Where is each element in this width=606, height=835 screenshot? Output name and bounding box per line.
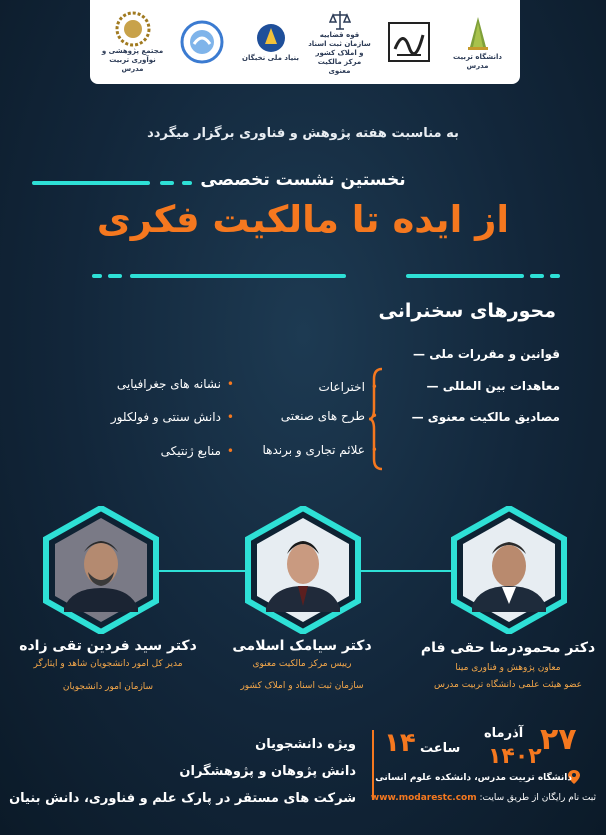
date-year: ۱۴۰۲ — [488, 744, 542, 769]
topic-item: •علائم تجاری و برندها — [262, 443, 378, 457]
registration-link[interactable]: www.modarestc.com — [370, 793, 477, 803]
foundation-emblem-icon — [255, 22, 287, 54]
time-label: ساعت — [420, 741, 461, 756]
occasion-text: به مناسبت هفته پژوهش و فناوری برگزار میگردد — [147, 126, 459, 141]
ornate-seal-icon — [115, 11, 151, 47]
audience-line: شرکت های مستقر در پارک علم و فناوری، دانش بنیان — [9, 791, 356, 806]
topic-item: •اختراعات — [318, 380, 378, 394]
topic-item: مصادیق مالکیت معنوی — — [411, 410, 560, 424]
speaker-affiliation: عضو هیئت علمی دانشگاه تربیت مدرس — [433, 680, 583, 690]
calligraphy-mark-icon — [385, 19, 433, 65]
topic-item: قوانین و مقررات ملی — — [413, 347, 560, 361]
archive-logo — [377, 7, 441, 77]
divider-line — [372, 730, 374, 800]
topics-heading: محورهای سخنرانی — [378, 300, 556, 322]
time-value: ۱۴ — [384, 728, 416, 758]
circle-logo — [170, 7, 234, 77]
speaker-name: دکتر محمودرضا حقی فام — [420, 640, 596, 656]
logo-bar — [90, 0, 520, 84]
topic-item: معاهدات بین المللی — — [426, 379, 560, 393]
tree-emblem-icon — [458, 13, 498, 53]
event-subtitle: نخستین نشست تخصصی — [200, 170, 406, 190]
judiciary-logo: قوه قضاییه سازمان ثبت اسناد و املاک کشور مرکز مالکیت معنوی — [308, 7, 372, 77]
nokhbegan-foundation-logo: بنیاد ملی نخبگان — [239, 7, 303, 77]
topic-item: •منابع ژنتیکی — [160, 444, 234, 458]
topic-item: •طرح های صنعتی — [280, 409, 378, 423]
topic-item: •نشانه های جغرافیایی — [116, 377, 234, 391]
speaker-role: رییس مرکز مالکیت معنوی — [252, 659, 352, 669]
date-day: ۲۷ — [540, 722, 577, 757]
speaker-role: مدیر کل امور دانشجویان شاهد و ایثارگر — [33, 659, 183, 669]
speaker-photo — [42, 506, 160, 634]
audience-line: دانش پژوهان و پژوهشگران — [179, 764, 356, 779]
venue-text: دانشگاه تربیت مدرس، دانشکده علوم انسانی — [375, 773, 572, 783]
research-complex-logo: مجتمع پژوهشی و نوآوری تربیت مدرس — [101, 7, 165, 77]
speaker-photo — [244, 506, 362, 634]
round-seal-icon — [180, 20, 224, 64]
speaker-affiliation: سازمان ثبت اسناد و املاک کشور — [240, 681, 364, 691]
speaker-role: معاون پژوهش و فناوری مینا — [455, 663, 561, 673]
audience-line: ویژه دانشجویان — [255, 737, 356, 752]
scales-icon — [329, 9, 351, 31]
speaker-name: دکتر سیامک اسلامی — [232, 638, 372, 654]
speaker-photo — [450, 506, 568, 634]
date-month: آذرماه — [484, 726, 524, 741]
speaker-name: دکتر سید فردین تقی زاده — [19, 638, 197, 654]
tarbiat-modares-university-logo: دانشگاه تربیت مدرس — [446, 7, 510, 77]
event-title: از ایده تا مالکیت فکری — [96, 198, 510, 241]
topic-item: •دانش سنتی و فولکلور — [110, 410, 234, 424]
speaker-affiliation: سازمان امور دانشجویان — [62, 682, 154, 692]
registration-line: ثبت نام رایگان از طریق سایت: www.modarestc.com — [370, 793, 596, 803]
